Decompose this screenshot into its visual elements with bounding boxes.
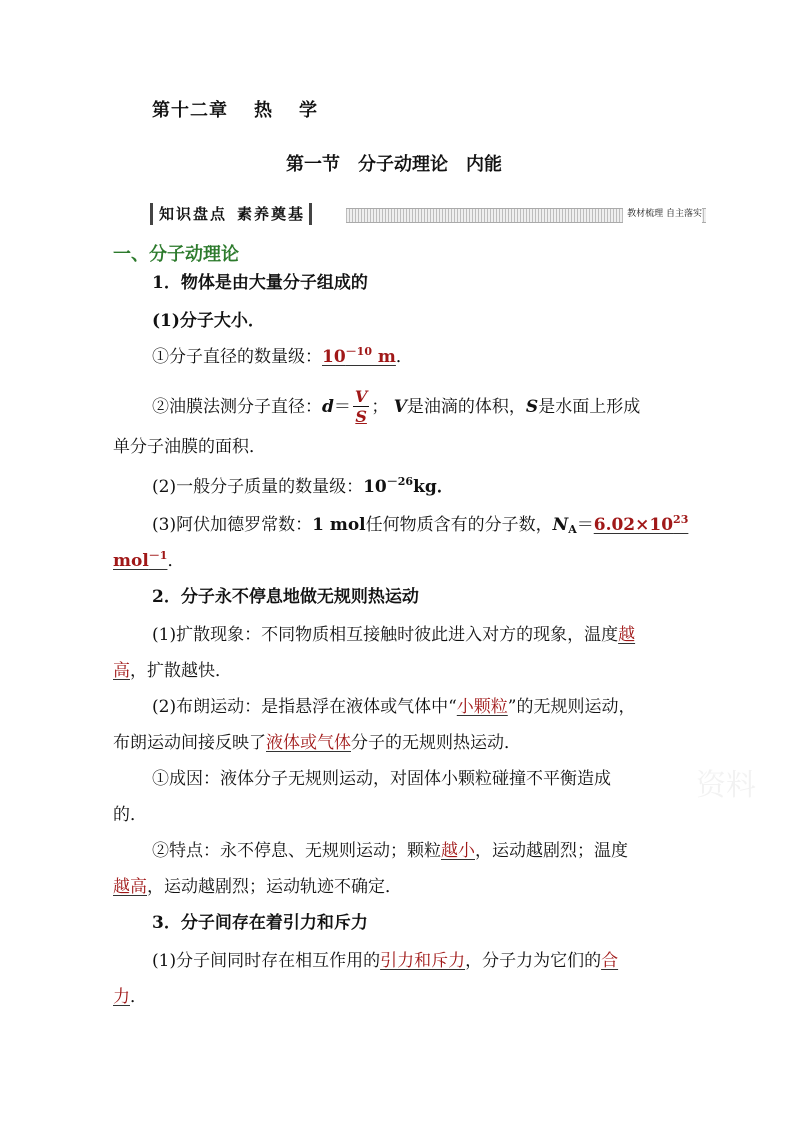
oil-film-s-desc: 是水面上形成: [538, 397, 641, 417]
subheading-2: 2．分子永不停息地做无规则热运动: [152, 587, 419, 607]
avogadro-exponent: 23: [673, 513, 689, 526]
watermark: 资料: [696, 768, 756, 803]
para-molecule-size-text: (1)分子大小．: [152, 311, 265, 331]
avogadro-text: (3)阿伏加德罗常数：: [152, 515, 313, 535]
mass-order-unit: kg．: [413, 477, 454, 497]
features-cont-end: ，运动越剧烈；运动轨迹不确定．: [147, 877, 402, 897]
para-avogadro-cont: [113, 550, 184, 572]
var-d: d: [322, 397, 334, 417]
para-features-cont: [113, 876, 402, 898]
chapter-title-b: 学: [299, 100, 318, 121]
mass-order-exponent: －26: [386, 475, 414, 488]
diameter-order-base: 10: [322, 347, 346, 367]
para-forces-cont: [113, 986, 147, 1008]
diameter-order-text: ①分子直径的数量级：: [152, 347, 322, 367]
diffusion-answer-1: 越: [618, 625, 636, 645]
diameter-order-end: ．: [395, 347, 413, 367]
forces-answer-2: 合: [601, 951, 619, 971]
avogadro-answer: [594, 515, 689, 535]
forces-cont-end: ．: [130, 987, 147, 1007]
brownian-cont-answer: 液体或气体: [266, 733, 351, 753]
avogadro-mid: 任何物质含有的分子数，: [365, 515, 553, 535]
section-banner: [150, 203, 706, 225]
diameter-order-exponent: －10: [345, 345, 372, 358]
fraction-denominator: S: [355, 407, 367, 426]
forces-answer: 引力和斥力: [380, 951, 466, 971]
para-brownian: [152, 696, 635, 718]
forces-mid: ，分子力为它们的: [465, 951, 602, 971]
para-molecule-mass: [152, 476, 454, 498]
diffusion-answer-2: 高: [113, 661, 130, 681]
para-oil-film-cont: 单分子油膜的面积．: [113, 437, 266, 457]
avogadro-unit: [113, 551, 167, 571]
para-cause: ①成因：液体分子无规则运动，对固体小颗粒碰撞不平衡造成: [152, 769, 611, 789]
banner-right-label: 教材梳理 自主落实: [623, 203, 702, 225]
brownian-cont-text: 布朗运动间接反映了: [113, 733, 266, 753]
chapter-label: 第十二章: [152, 100, 228, 121]
para-cause-cont: 的．: [113, 805, 147, 825]
avogadro-end: ．: [167, 551, 185, 571]
forces-text: (1)分子间同时存在相互作用的: [152, 951, 381, 971]
para-diffusion: [152, 624, 635, 646]
mass-order-base: 10: [363, 477, 387, 497]
subheading-1: 1．物体是由大量分子组成的: [152, 273, 368, 293]
brownian-text: (2)布朗运动：是指悬浮在液体或气体中“: [152, 697, 457, 717]
brownian-end: ”的无规则运动，: [507, 697, 636, 717]
oil-film-text: ②油膜法测分子直径：: [152, 397, 322, 417]
diameter-order-answer: [322, 347, 396, 367]
para-avogadro: [152, 514, 688, 536]
section-label: 第一节: [286, 154, 340, 175]
section-title: [286, 150, 502, 176]
features-answer: 越小: [441, 841, 475, 861]
var-n-subscript: A: [568, 523, 577, 536]
diffusion-text: (1)扩散现象：不同物质相互接触时彼此进入对方的现象，温度: [152, 625, 619, 645]
subheading-3: 3．分子间存在着引力和斥力: [152, 913, 368, 933]
fraction-numerator: V: [354, 387, 368, 406]
avogadro-value: 6.02×10: [593, 515, 674, 535]
avogadro-unit-base: mol: [113, 551, 149, 571]
banner-label-a: 知识盘点: [159, 205, 228, 223]
para-forces: [152, 950, 618, 972]
features-end: ，运动越剧烈；温度: [475, 841, 628, 861]
para-diffusion-cont: [113, 660, 232, 682]
diameter-order-unit: m: [371, 347, 396, 367]
chapter-title: [152, 96, 318, 122]
var-v: V: [393, 397, 407, 417]
brownian-cont-end: 分子的无规则热运动．: [351, 733, 521, 753]
section-title-b: 内能: [466, 154, 502, 175]
one-mol: 1 mol: [312, 515, 366, 535]
features-cont-answer: 越高: [113, 877, 147, 897]
banner-label-b: 素养奠基: [237, 205, 306, 223]
oil-film-v-desc: 是油滴的体积，: [406, 397, 526, 417]
para-brownian-cont: [113, 732, 521, 754]
para-diameter-order: [152, 346, 413, 368]
para-molecule-size: [152, 310, 265, 332]
avogadro-equals: ＝: [576, 515, 594, 535]
semicolon: ；: [371, 397, 389, 417]
molecule-mass-text: (2)一般分子质量的数量级：: [152, 477, 364, 497]
para-features: [152, 840, 628, 862]
diffusion-end: ，扩散越快．: [130, 661, 232, 681]
avogadro-unit-exponent: －1: [148, 549, 168, 562]
forces-cont-answer: 力: [113, 987, 130, 1007]
var-s: S: [525, 397, 539, 417]
banner-label: [150, 203, 312, 225]
fraction-v-over-s: [353, 388, 369, 427]
chapter-title-a: 热: [254, 100, 273, 121]
section-title-a: 分子动理论: [358, 154, 448, 175]
para-oil-film: [152, 388, 640, 427]
var-n: N: [552, 515, 569, 535]
brownian-answer: 小颗粒: [456, 697, 508, 717]
equals-sign: ＝: [333, 397, 351, 417]
heading-kinetic-theory: 一、分子动理论: [113, 244, 239, 265]
features-text: ②特点：永不停息、无规则运动；颗粒: [152, 841, 441, 861]
